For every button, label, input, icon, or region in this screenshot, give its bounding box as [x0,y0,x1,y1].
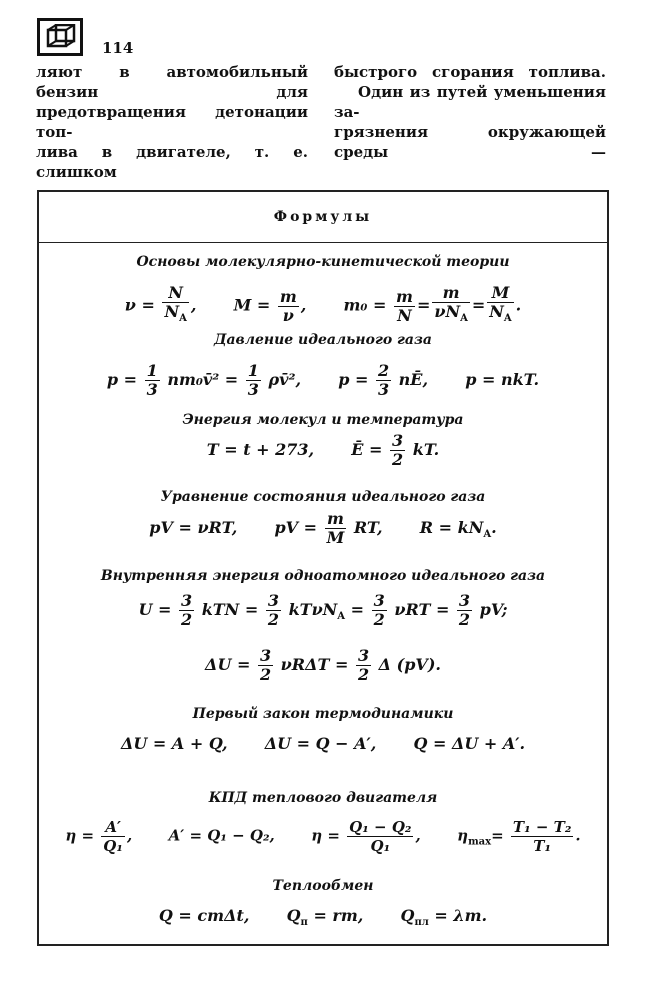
formula-heat-exchange: Q = cmΔt, $Q_п$ = rm, $Q_{пл} = \lambda m$. [158,906,488,929]
formula-energy: T = t + 273, Ē = $\frac{3}{2}$ kT. [206,431,440,469]
text-line: ляют в автомобильный бензин для [36,63,308,101]
section-title: Первый закон термодинамики [192,706,454,722]
text-line: грязнения окружающей среды — [334,123,606,161]
formula-delta-u: ΔU = $\frac{3}{2}$ νRΔT = $\frac{3}{2}$ Δ (pV). [205,646,441,684]
cube-frame-icon [37,18,83,56]
formula-internal-energy: U = $\frac{3}{2}$ kTN = $\frac{3}{2}$ kTνN$_A$ = $\frac{3}{2}$ νRT = $\frac{3}{2}$ pV; [138,591,508,629]
section-title: Энергия молекул и температура [182,412,464,428]
section-title: Теплообмен [272,878,374,894]
section-title: КПД теплового двигателя [208,790,438,806]
formula-efficiency: η = $\frac{A'}{\text{Q₁}}$ , A′ = Q₁ − Q₂, η = $\frac{\text{Q₁ − Q₂}}{\text{Q₁}}$ , $\eta_{max}=$ $\frac{\text{T₁ − T₂}}{\text{T₁}}$ . [65,818,581,855]
text-line: быстрого сгорания топлива. [334,63,606,81]
formulas-box [37,190,609,946]
formula-mkt: ν = $\frac{N}{N_A}$ , M = $\frac{m}{\nu}$ , m₀ = $\frac{m}{N}$ = $\frac{m}{\nu N_A}$ = $\frac{M}{N_A}$ . [124,283,522,325]
section-title: Уравнение состояния идеального газа [160,489,486,505]
formula-first-law: ΔU = A + Q, ΔU = Q − A′, Q = ΔU + A′. [120,734,526,753]
right-column-text [334,62,606,162]
formula-state: pV = νRT, pV = $\frac{m}{M}$ RT, $R = kN_A$. [149,509,497,547]
section-title: Основы молекулярно-кинетической теории [136,254,510,270]
formulas-title: Формулы [39,192,607,243]
page-number: 114 [102,39,134,57]
text-line: предотвращения детонации топ- [36,103,308,141]
formula-pressure: p = $\frac{1}{3}$ nm₀v̄² = $\frac{1}{3}$ ρv̄², p = $\frac{2}{3}$ nĒ, p = nkT. [106,361,540,399]
section-title: Внутренняя энергия одноатомного идеального газа [100,568,546,584]
left-column-text [36,62,308,182]
text-line: лива в двигателе, т. е. слишком [36,143,308,181]
text-line: Один из путей уменьшения за- [334,83,606,121]
section-title: Давление идеального газа [214,332,432,348]
